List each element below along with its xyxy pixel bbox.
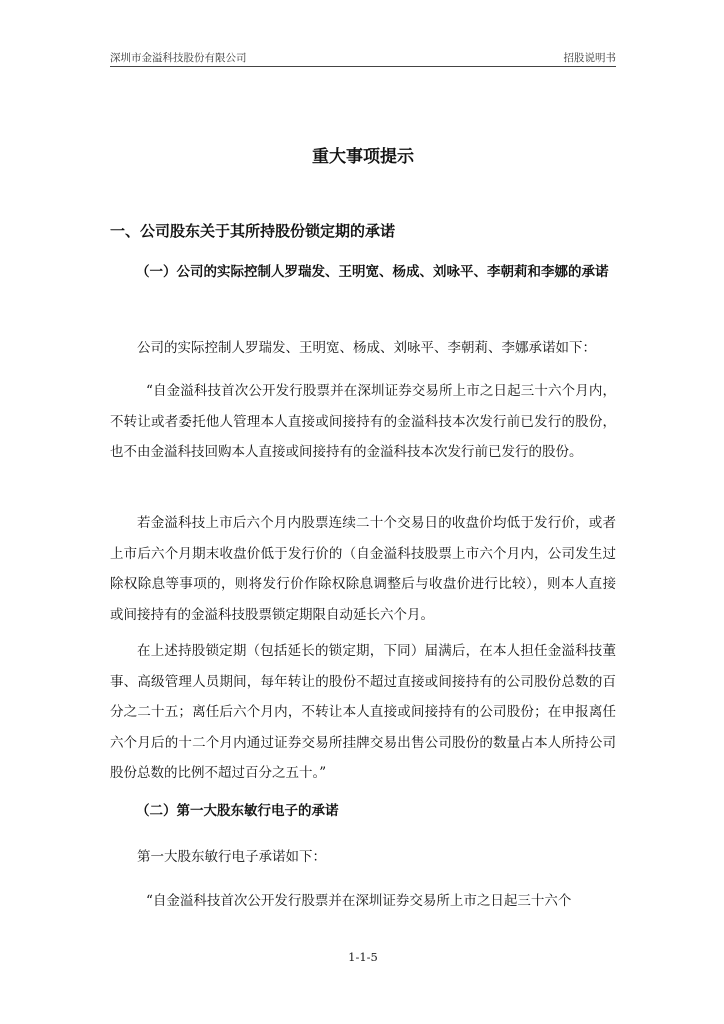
header-document-type: 招股说明书 [563, 52, 616, 64]
page-title: 重大事项提示 [312, 147, 414, 167]
subsection-heading-1: （一）公司的实际控制人罗瑞发、王明宽、杨成、刘咏平、李朝莉和李娜的承诺 [136, 264, 609, 280]
subsection-2-paragraph-1: “自金溢科技首次公开发行股票并在深圳证券交易所上市之日起三十六个 [146, 893, 572, 909]
header-company-name: 深圳市金溢科技股份有限公司 [110, 52, 247, 64]
page-number: 1-1-5 [348, 950, 378, 964]
subsection-heading-2: （二）第一大股东敏行电子的承诺 [136, 803, 339, 819]
subsection-2-intro: 第一大股东敏行电子承诺如下： [137, 849, 326, 865]
subsection-1-intro: 公司的实际控制人罗瑞发、王明宽、杨成、刘咏平、李朝莉、李娜承诺如下： [137, 340, 596, 356]
subsection-1-paragraph-1: “自金溢科技首次公开发行股票并在深圳证券交易所上市之日起三十六个月内，不转让或者委托他人管理本人直接或间接持有的金溢科技本次发行前已发行的股份，也不由金溢科技回购本人直接或间接持有的金溢科技本次发行前已发行的股份。 [110, 383, 616, 460]
page-header [110, 50, 616, 66]
section-heading: 一、公司股东关于其所持股份锁定期的承诺 [110, 222, 396, 240]
subsection-1-paragraph-3: 在上述持股锁定期（包括延长的锁定期，下同）届满后，在本人担任金溢科技董事、高级管理人员期间，每年转让的股份不超过直接或间接持有的公司股份总数的百分之二十五；离任后六个月内，不转让本人直接或间接持有的公司股份；在申报离任六个月后的十二个月内通过证券交易所挂牌交易出售公司股份的数量占本人所持公司股份总数的比例不超过百分之五十。” [110, 643, 616, 781]
subsection-1-paragraph-2: 若金溢科技上市后六个月内股票连续二十个交易日的收盘价均低于发行价，或者上市后六个月期末收盘价低于发行价的（自金溢科技股票上市六个月内，公司发生过除权除息等事项的，则将发行价作除权除息调整后与收盘价进行比较），则本人直接或间接持有的金溢科技股票锁定期限自动延长六个月。 [110, 515, 616, 623]
header-divider [110, 66, 616, 67]
